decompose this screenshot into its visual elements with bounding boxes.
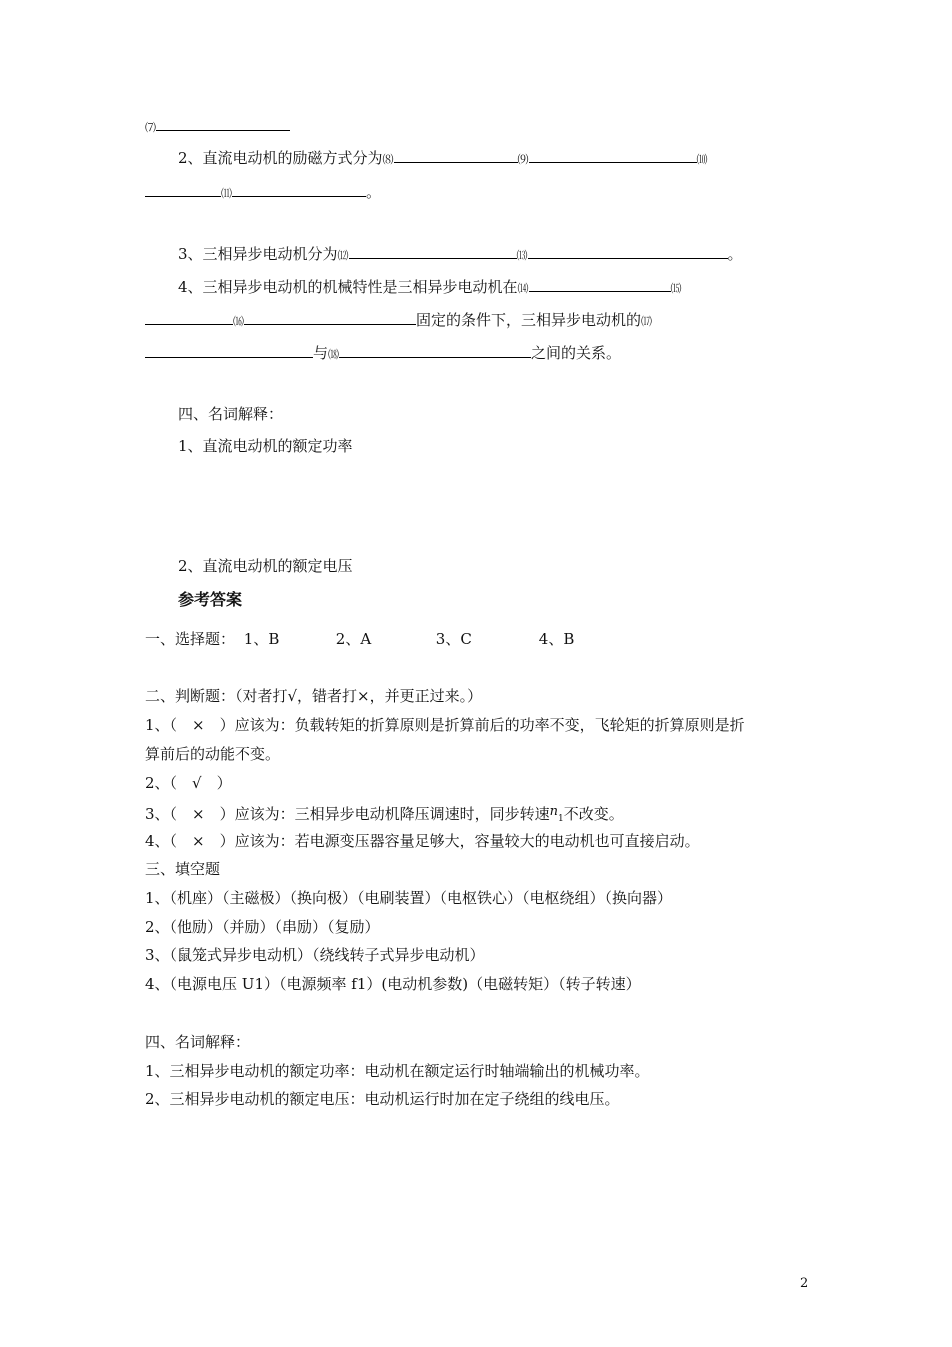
answers-title: 参考答案 [178, 590, 243, 609]
terms-answer-1: 1、三相异步电动机的额定功率：电动机在额定运行时轴端输出的机械功率。 [145, 1062, 650, 1080]
judge-answer-4: 4、（ × ）应该为：若电源变压器容量足够大，容量较大的电动机也可直接启动。 [145, 832, 700, 850]
fill-answer-1: 1、（机座）（主磁极）（换向极）（电刷装置）（电枢铁心）（电枢绕组）（换向器） [145, 889, 673, 907]
blank-14[interactable] [529, 277, 671, 292]
blank-number-8: ⑻ [382, 153, 394, 166]
blank-number-14: ⒁ [517, 282, 529, 295]
blank-number-15: ⒂ [670, 282, 682, 295]
terms-answer-2: 2、三相异步电动机的额定电压：电动机运行时加在定子绕组的线电压。 [145, 1090, 620, 1108]
question-3 [178, 244, 743, 266]
judge-answer-3-text: 3、（ × ）应该为：三相异步电动机降压调速时，同步转速 [145, 805, 550, 823]
blank-8[interactable] [394, 148, 518, 163]
choice-answer-3: 3、C [435, 630, 472, 648]
blank-number-18: ⒅ [328, 348, 340, 361]
question-2-cont [145, 182, 381, 204]
question-2-text: 2、直流电动机的励磁方式分为 [178, 149, 383, 167]
blank-number-11: ⑾ [221, 187, 232, 200]
question-4-mid: 固定的条件下，三相异步电动机的 [416, 311, 642, 329]
blank-11[interactable] [232, 182, 366, 197]
blank-number-9: ⑼ [517, 153, 529, 166]
blank-7[interactable] [156, 116, 290, 131]
blank-number-7: ⑺ [145, 121, 156, 134]
blank-number-13: ⒀ [516, 249, 528, 262]
question-4-and: 与 [313, 344, 329, 362]
question-4-line3 [145, 343, 621, 365]
question-4-text: 4、三相异步电动机的机械特性是三相异步电动机在 [178, 278, 518, 296]
blank-number-10: ⑽ [696, 153, 708, 166]
question-4-line2 [145, 310, 652, 332]
judge-answer-3 [145, 802, 624, 829]
judge-answer-1: 1、（ × ）应该为：负载转矩的折算原则是折算前后的功率不变，飞轮矩的折算原则是折 [145, 716, 745, 734]
fill-title: 三、填空题 [145, 860, 221, 878]
blank-number-17: ⒄ [641, 315, 653, 328]
question-4-end: 之间的关系。 [531, 344, 622, 362]
question-3-end: 。 [727, 245, 743, 263]
fill-answer-4: 4、（电源电压 U1）（电源频率 f1）(电动机参数)（电磁转矩）（转子转速） [145, 975, 641, 993]
blank-16[interactable] [244, 310, 416, 325]
blank-number-12: ⑿ [337, 249, 349, 262]
judge-answer-2: 2、（ √ ） [145, 774, 232, 792]
blank-12[interactable] [349, 244, 517, 259]
terms-title: 四、名词解释： [178, 405, 284, 423]
choice-answer-4: 4、B [538, 630, 575, 648]
blank-number-16: ⒃ [233, 315, 244, 328]
blank-9[interactable] [529, 148, 697, 163]
blank-15[interactable] [145, 310, 233, 325]
terms-answer-title: 四、名词解释： [145, 1033, 251, 1051]
choice-answer-1: 1、B [243, 630, 280, 648]
question-3-text: 3、三相异步电动机分为 [178, 245, 338, 263]
blank-13[interactable] [528, 244, 728, 259]
choice-answers [145, 629, 574, 649]
terms-item-1: 1、直流电动机的额定功率 [178, 437, 353, 455]
page-number: 2 [800, 1276, 809, 1291]
terms-item-2: 2、直流电动机的额定电压 [178, 557, 353, 575]
blank-18[interactable] [339, 343, 531, 358]
question-2 [178, 148, 708, 170]
sync-speed-symbol: n [549, 804, 558, 819]
judge-answer-1-cont: 算前后的动能不变。 [145, 745, 281, 763]
sync-speed-subscript: 1 [558, 814, 564, 824]
judge-answer-3-end: 不改变。 [563, 805, 624, 823]
fill-answer-3: 3、（鼠笼式异步电动机）（绕线转子式异步电动机） [145, 946, 485, 964]
blank-10[interactable] [145, 182, 221, 197]
fill-answer-2: 2、（他励）（并励）（串励）（复励） [145, 918, 380, 936]
choice-answer-2: 2、A [335, 630, 372, 648]
choice-label: 一、选择题： [145, 630, 236, 648]
question-4 [178, 277, 682, 299]
question-2-end: 。 [366, 183, 382, 201]
blank-line-7 [145, 116, 290, 138]
blank-17[interactable] [145, 343, 313, 358]
judge-title: 二、判断题：（对者打√，错者打×，并更正过来。） [145, 687, 483, 705]
